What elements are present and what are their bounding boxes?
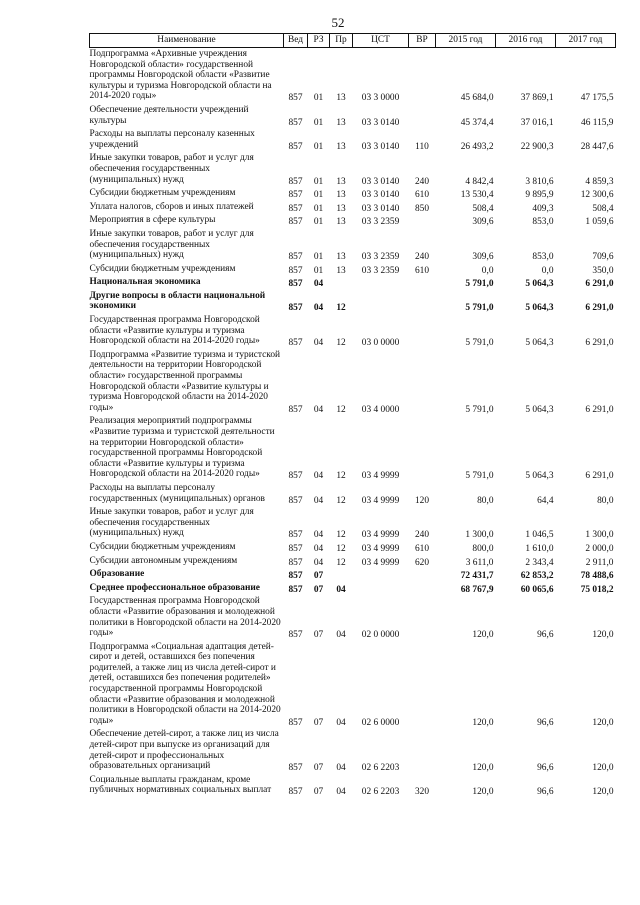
- cell-rz: 04: [313, 279, 324, 290]
- cell-2017: 6 291,0: [585, 303, 614, 314]
- cell-vr: [409, 641, 436, 729]
- cell-name: Субсидии бюджетным учреждениям: [89, 541, 236, 552]
- cell-name: Образование: [89, 569, 145, 580]
- cell-2015: 309,6: [472, 252, 494, 263]
- cell-cst: 03 0 0000: [361, 338, 400, 349]
- cell-cst: 02 6 0000: [361, 717, 400, 728]
- table-row: [90, 728, 616, 773]
- cell-cst: 03 3 0000: [361, 93, 400, 104]
- cell-ved: 857: [288, 763, 303, 774]
- cell-vr: 240: [414, 176, 430, 187]
- cell-pr: 04: [336, 717, 346, 728]
- cell-pr: [330, 568, 353, 582]
- cell-2015: 120,0: [472, 630, 494, 641]
- cell-rz: 01: [313, 203, 324, 214]
- cell-2015: 45 684,0: [460, 93, 494, 104]
- cell-vr: [409, 415, 436, 482]
- cell-2015: 45 374,4: [460, 117, 494, 128]
- cell-rz: 04: [313, 557, 324, 568]
- cell-name: Среднее профессиональное образование: [89, 582, 260, 593]
- cell-2016: 409,3: [532, 203, 554, 214]
- cell-2015: 800,0: [472, 543, 494, 554]
- cell-rz: 01: [313, 217, 324, 228]
- cell-2017: 80,0: [597, 495, 614, 506]
- table-row: [90, 290, 616, 314]
- cell-rz: 01: [313, 93, 324, 104]
- cell-cst: [353, 276, 409, 290]
- cell-ved: 857: [288, 252, 303, 263]
- cell-2016: 5 064,3: [525, 404, 554, 415]
- cell-rz: 07: [313, 763, 324, 774]
- cell-2015: 3 611,0: [465, 557, 494, 568]
- cell-2017: 508,4: [592, 203, 614, 214]
- header-ved: Вед: [284, 34, 308, 48]
- cell-2017: 2 911,0: [585, 557, 614, 568]
- table-row: [90, 48, 616, 104]
- cell-ved: 857: [288, 203, 303, 214]
- cell-2016: 22 900,3: [520, 141, 554, 152]
- cell-ved: 857: [288, 530, 303, 541]
- cell-pr: 13: [336, 117, 346, 128]
- cell-2016: 37 016,1: [520, 117, 554, 128]
- cell-cst: 03 3 0140: [361, 117, 400, 128]
- header-pr: Пр: [330, 34, 353, 48]
- cell-rz: 01: [313, 117, 324, 128]
- cell-pr: 13: [336, 217, 346, 228]
- cell-name: Обеспечение деятельности учреждений культуры: [89, 104, 249, 126]
- cell-name: Подпрограмма «Социальная адаптация детей-сирот и детей, оставшихся без попечения родителей, а также лиц из числа детей-сирот и детей, оставшихся без попечения родителей» государственной программы Новгородской области «Развитие образования и молодежной политики в Новгородской области на 2014-2020 годы»: [89, 641, 281, 726]
- cell-vr: [409, 276, 436, 290]
- cell-rz: 01: [313, 190, 324, 201]
- table-row: [90, 187, 616, 201]
- header-name: Наименование: [90, 34, 284, 48]
- cell-cst: 03 3 0140: [361, 141, 400, 152]
- cell-vr: 610: [414, 543, 430, 554]
- cell-cst: 03 3 0140: [361, 176, 400, 187]
- cell-2016: 0,0: [541, 265, 554, 276]
- cell-2017: 120,0: [592, 763, 614, 774]
- cell-ved: 857: [288, 557, 303, 568]
- cell-cst: 03 3 2359: [361, 252, 400, 263]
- table-row: [90, 314, 616, 349]
- table-row: [90, 582, 616, 596]
- table-row: [90, 276, 616, 290]
- cell-pr: 13: [336, 265, 346, 276]
- table-row: [90, 774, 616, 798]
- cell-2017: 2 000,0: [585, 543, 614, 554]
- cell-pr: 04: [336, 630, 346, 641]
- table-row: [90, 595, 616, 640]
- cell-2017: 120,0: [592, 717, 614, 728]
- cell-vr: [409, 214, 436, 228]
- cell-rz: 04: [313, 530, 324, 541]
- cell-cst: 03 4 9999: [361, 530, 400, 541]
- cell-vr: 620: [414, 557, 430, 568]
- cell-2017: 1 300,0: [585, 530, 614, 541]
- table-row: [90, 349, 616, 416]
- cell-2015: 5 791,0: [465, 471, 494, 482]
- cell-rz: 01: [313, 141, 324, 152]
- cell-ved: 857: [288, 543, 303, 554]
- table-row: [90, 541, 616, 555]
- cell-ved: 857: [288, 584, 303, 595]
- cell-2015: 1 300,0: [465, 530, 494, 541]
- cell-vr: [409, 582, 436, 596]
- cell-name: Иные закупки товаров, работ и услуг для обеспечения государственных (муниципальных) нужд: [89, 507, 254, 539]
- cell-pr: 04: [336, 763, 346, 774]
- cell-ved: 857: [288, 571, 303, 582]
- cell-2017: 28 447,6: [580, 141, 614, 152]
- cell-ved: 857: [288, 495, 303, 506]
- cell-pr: 04: [336, 787, 346, 798]
- cell-cst: 03 4 9999: [361, 471, 400, 482]
- cell-pr: 13: [336, 190, 346, 201]
- cell-pr: 12: [336, 303, 346, 314]
- cell-name: Иные закупки товаров, работ и услуг для обеспечения государственных (муниципальных) нужд: [89, 228, 254, 261]
- cell-2015: 120,0: [472, 787, 494, 798]
- cell-2016: 5 064,3: [525, 471, 554, 482]
- cell-ved: 857: [288, 141, 303, 152]
- cell-2015: 13 530,4: [460, 190, 494, 201]
- table-body: [90, 48, 616, 799]
- header-2015: 2015 год: [436, 34, 496, 48]
- table-row: [90, 201, 616, 215]
- cell-2016: 62 853,2: [520, 571, 554, 582]
- cell-name: Субсидии бюджетным учреждениям: [89, 188, 236, 199]
- cell-rz: 01: [313, 252, 324, 263]
- table-row: [90, 555, 616, 569]
- cell-cst: 03 4 9999: [361, 495, 400, 506]
- cell-2016: 96,6: [537, 763, 554, 774]
- cell-2015: 5 791,0: [465, 303, 494, 314]
- cell-2015: 0,0: [481, 265, 494, 276]
- table-row: [90, 104, 616, 128]
- cell-2017: 120,0: [592, 787, 614, 798]
- cell-ved: 857: [288, 93, 303, 104]
- cell-cst: 03 3 0140: [361, 190, 400, 201]
- cell-ved: 857: [288, 717, 303, 728]
- cell-2016: 9 895,9: [525, 190, 554, 201]
- cell-2017: 78 488,6: [580, 571, 614, 582]
- cell-rz: 04: [313, 495, 324, 506]
- cell-ved: 857: [288, 630, 303, 641]
- cell-2016: 37 869,1: [520, 93, 554, 104]
- cell-2016: 853,0: [532, 252, 554, 263]
- cell-2016: 1 046,5: [525, 530, 554, 541]
- cell-pr: 13: [336, 176, 346, 187]
- table-row: [90, 482, 616, 506]
- cell-cst: 03 4 9999: [361, 543, 400, 554]
- cell-name: Мероприятия в сфере культуры: [89, 215, 216, 226]
- cell-rz: 04: [313, 543, 324, 554]
- cell-pr: 13: [336, 141, 346, 152]
- cell-rz: 04: [313, 471, 324, 482]
- table-header-row: [90, 34, 616, 48]
- budget-table: [89, 33, 616, 798]
- cell-name: Подпрограмма «Архивные учреждения Новгородской области» государственной программы Новгородской области «Развитие культуры и туризма Новгородской области на 2014-2020 годы»: [89, 49, 272, 102]
- cell-pr: 04: [336, 584, 346, 595]
- cell-pr: 13: [336, 93, 346, 104]
- cell-2017: 6 291,0: [585, 404, 614, 415]
- header-2016: 2016 год: [496, 34, 556, 48]
- cell-vr: 320: [414, 787, 430, 798]
- cell-rz: 07: [313, 571, 324, 582]
- cell-2016: 2 343,4: [525, 557, 554, 568]
- cell-name: Субсидии автономным учреждениям: [89, 555, 238, 566]
- cell-2016: 5 064,3: [525, 338, 554, 349]
- table-row: [90, 228, 616, 263]
- cell-cst: 03 4 0000: [361, 404, 400, 415]
- cell-name: Национальная экономика: [89, 277, 201, 288]
- cell-ved: 857: [288, 787, 303, 798]
- cell-2015: 26 493,2: [460, 141, 494, 152]
- header-2017: 2017 год: [556, 34, 616, 48]
- cell-pr: 12: [336, 404, 346, 415]
- cell-name: Уплата налогов, сборов и иных платежей: [89, 201, 254, 212]
- cell-2016: 853,0: [532, 217, 554, 228]
- cell-cst: 03 3 0140: [361, 203, 400, 214]
- cell-cst: 03 3 2359: [361, 217, 400, 228]
- cell-vr: [409, 728, 436, 773]
- cell-2016: 3 810,6: [525, 176, 554, 187]
- cell-pr: 12: [336, 530, 346, 541]
- table-row: [90, 506, 616, 541]
- cell-pr: 12: [336, 471, 346, 482]
- cell-cst: 02 6 2203: [361, 763, 400, 774]
- cell-2016: 96,6: [537, 787, 554, 798]
- cell-2017: 709,6: [592, 252, 614, 263]
- table-row: [90, 415, 616, 482]
- cell-vr: [409, 568, 436, 582]
- cell-2015: 5 791,0: [465, 338, 494, 349]
- cell-vr: [409, 595, 436, 640]
- cell-2015: 68 767,9: [460, 584, 494, 595]
- header-rz: РЗ: [308, 34, 330, 48]
- cell-2015: 309,6: [472, 217, 494, 228]
- cell-2015: 120,0: [472, 763, 494, 774]
- cell-ved: 857: [288, 279, 303, 290]
- cell-vr: 120: [414, 495, 430, 506]
- cell-2017: 4 859,3: [585, 176, 614, 187]
- cell-pr: 12: [336, 543, 346, 554]
- cell-2016: 5 064,3: [525, 303, 554, 314]
- table-row: [90, 641, 616, 729]
- cell-cst: [353, 568, 409, 582]
- cell-2015: 4 842,4: [465, 176, 494, 187]
- cell-vr: 240: [414, 530, 430, 541]
- cell-ved: 857: [288, 303, 303, 314]
- cell-pr: 12: [336, 557, 346, 568]
- cell-2015: 508,4: [472, 203, 494, 214]
- cell-2016: 64,4: [537, 495, 554, 506]
- header-cst: ЦСТ: [353, 34, 409, 48]
- cell-rz: 04: [313, 338, 324, 349]
- cell-cst: [353, 582, 409, 596]
- cell-2017: 46 115,9: [581, 117, 614, 128]
- cell-2016: 60 065,6: [520, 584, 554, 595]
- cell-ved: 857: [288, 117, 303, 128]
- cell-pr: 12: [336, 495, 346, 506]
- cell-2017: 6 291,0: [585, 471, 614, 482]
- cell-2016: 1 610,0: [525, 543, 554, 554]
- header-vr: ВР: [409, 34, 436, 48]
- cell-name: Иные закупки товаров, работ и услуг для обеспечения государственных (муниципальных) нужд: [89, 153, 254, 185]
- cell-vr: [409, 314, 436, 349]
- cell-2017: 75 018,2: [580, 584, 614, 595]
- table-row: [90, 568, 616, 582]
- table-row: [90, 152, 616, 187]
- cell-cst: [353, 290, 409, 314]
- cell-name: Социальные выплаты гражданам, кроме публичных нормативных социальных выплат: [89, 774, 272, 796]
- cell-name: Обеспечение детей-сирот, а также лиц из числа детей-сирот при выпуске из организаций для детей-сирот и профессиональных образовательных организаций: [89, 729, 279, 772]
- cell-ved: 857: [288, 404, 303, 415]
- cell-2017: 1 059,6: [585, 217, 614, 228]
- cell-ved: 857: [288, 176, 303, 187]
- cell-rz: 07: [313, 717, 324, 728]
- cell-name: Государственная программа Новгородской области «Развитие культуры и туризма Новгородской области на 2014-2020 годы»: [89, 315, 260, 347]
- cell-2017: 350,0: [592, 265, 614, 276]
- cell-rz: 07: [313, 787, 324, 798]
- cell-vr: [409, 48, 436, 104]
- cell-rz: 07: [313, 630, 324, 641]
- cell-ved: 857: [288, 471, 303, 482]
- cell-cst: 03 4 9999: [361, 557, 400, 568]
- cell-name: Расходы на выплаты персоналу государственных (муниципальных) органов: [89, 482, 265, 504]
- cell-vr: 610: [414, 265, 430, 276]
- cell-rz: 04: [313, 404, 324, 415]
- cell-2015: 80,0: [477, 495, 494, 506]
- cell-2015: 5 791,0: [465, 404, 494, 415]
- cell-2017: 12 300,6: [580, 190, 614, 201]
- cell-vr: 850: [414, 203, 430, 214]
- cell-2017: 120,0: [592, 630, 614, 641]
- cell-2015: 72 431,7: [460, 571, 494, 582]
- cell-vr: 610: [414, 190, 430, 201]
- cell-rz: 07: [313, 584, 324, 595]
- cell-2016: 96,6: [537, 717, 554, 728]
- cell-2017: 6 291,0: [585, 338, 614, 349]
- cell-pr: [330, 276, 353, 290]
- cell-name: Другие вопросы в области национальной экономики: [89, 290, 266, 312]
- cell-vr: 110: [415, 141, 429, 152]
- cell-ved: 857: [288, 338, 303, 349]
- cell-cst: 02 6 2203: [361, 787, 400, 798]
- cell-2017: 47 175,5: [580, 93, 614, 104]
- cell-pr: 13: [336, 252, 346, 263]
- cell-2017: 6 291,0: [585, 279, 614, 290]
- cell-2016: 5 064,3: [525, 279, 554, 290]
- cell-name: Подпрограмма «Развитие туризма и туристской деятельности на территории Новгородской области» государственной программы Новгородской области «Развитие культуры и туризма Новгородской области на 2014-2020 годы»: [89, 349, 281, 413]
- cell-rz: 04: [313, 303, 324, 314]
- cell-vr: [409, 104, 436, 128]
- cell-2015: 5 791,0: [465, 279, 494, 290]
- cell-pr: 12: [336, 338, 346, 349]
- cell-cst: 02 0 0000: [361, 630, 400, 641]
- cell-2016: 96,6: [537, 630, 554, 641]
- cell-name: Субсидии бюджетным учреждениям: [89, 263, 236, 274]
- cell-name: Государственная программа Новгородской области «Развитие образования и молодежной политики в Новгородской области на 2014-2020 годы»: [89, 596, 281, 639]
- cell-name: Реализация мероприятий подпрограммы «Развитие туризма и туристской деятельности на территории Новгородской области» государственной программы Новгородской области «Развитие культуры и туризма Новгородской области на 2014-2020 годы»: [89, 416, 275, 480]
- cell-2015: 120,0: [472, 717, 494, 728]
- cell-rz: 01: [313, 265, 324, 276]
- cell-vr: [409, 290, 436, 314]
- cell-rz: 01: [313, 176, 324, 187]
- cell-cst: 03 3 2359: [361, 265, 400, 276]
- cell-ved: 857: [288, 217, 303, 228]
- cell-vr: [409, 349, 436, 416]
- page-number: 52: [331, 15, 345, 30]
- table-row: [90, 263, 616, 277]
- cell-vr: 240: [414, 252, 430, 263]
- table-row: [90, 214, 616, 228]
- cell-pr: 13: [336, 203, 346, 214]
- cell-ved: 857: [288, 190, 303, 201]
- cell-ved: 857: [288, 265, 303, 276]
- table-row: [90, 128, 616, 152]
- cell-name: Расходы на выплаты персоналу казенных учреждений: [89, 129, 255, 150]
